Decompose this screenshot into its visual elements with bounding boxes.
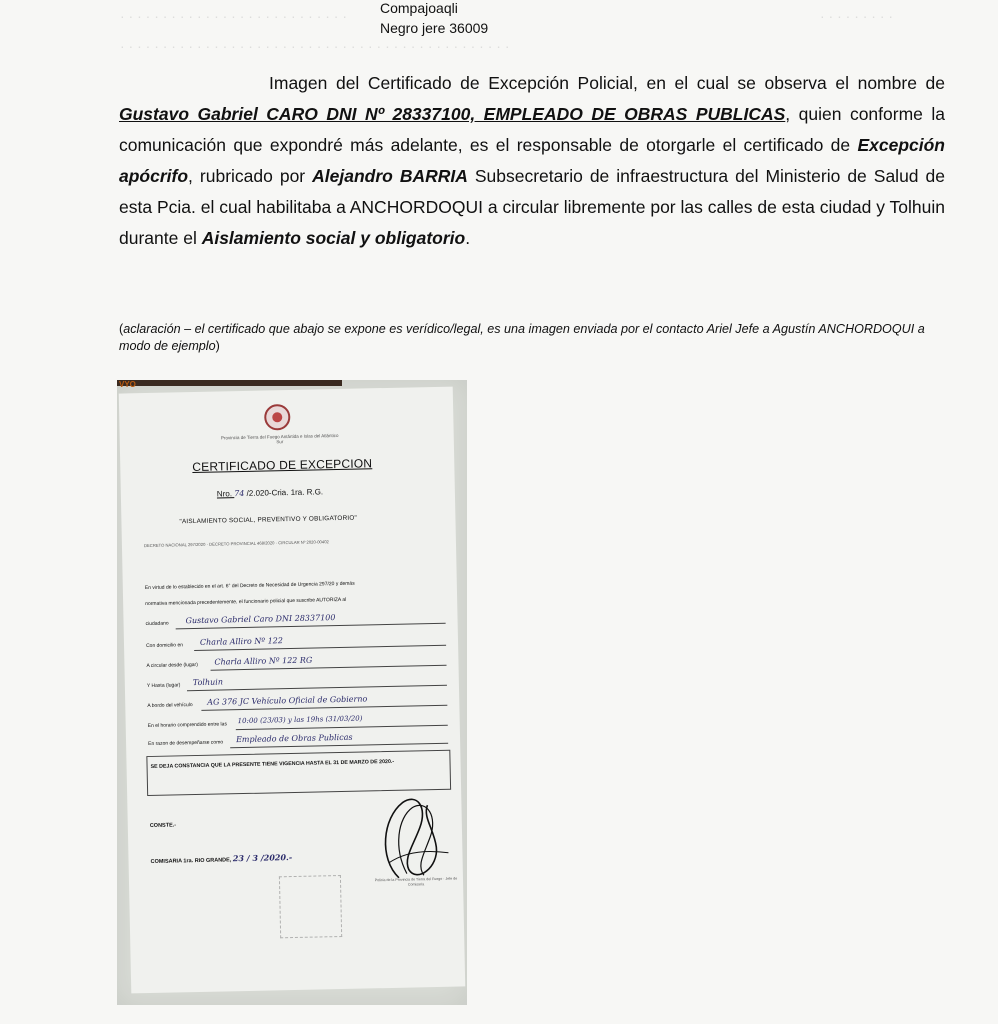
- field-label-ciudadano: ciudadano: [145, 620, 169, 628]
- certificate-paper: [119, 387, 465, 994]
- field-value-horario: 10:00 (23/03) y las 19hs (31/03/20): [237, 714, 363, 726]
- field-line: [187, 685, 447, 691]
- field-value-desde: Charla Alliro Nº 122 RG: [214, 655, 313, 667]
- scan-corner-mark: VYO: [119, 380, 136, 389]
- paragraph-text: , rubricado por: [188, 166, 313, 186]
- emphasis-aislamiento: Aislamiento social y obligatorio: [201, 228, 466, 248]
- emphasis-name: Gustavo Gabriel CARO DNI Nº 28337100, EMPLEADO DE OBRAS PUBLICAS: [119, 104, 786, 124]
- certificate-subtitle: "AISLAMIENTO SOCIAL, PREVENTIVO Y OBLIGATORIO": [179, 514, 358, 526]
- note-text: aclaración – el certificado que abajo se expone es verídico/legal, es una imagen enviada por el contacto Ariel Jefe a Agustín ANCHORDOQUI a modo de ejemplo: [119, 322, 925, 353]
- field-value-vehiculo: AG 376 JC Vehículo Oficial de Gobierno: [207, 694, 368, 707]
- field-label-vehiculo: A bordo del vehículo: [147, 702, 193, 710]
- note-paren-close: ): [215, 339, 220, 353]
- emphasis-barria: Alejandro BARRIA: [312, 166, 468, 186]
- paragraph-text: Imagen del Certificado de Excepción Policial, en el cual se observa el nombre: [269, 73, 917, 93]
- emphasis-excepcion: Excepción apócrifo: [119, 135, 945, 186]
- intro-line-2: normativa mencionada precedentemente, el funcionario policial que suscribe AUTORIZA al: [145, 596, 347, 608]
- bleed-through-text: · · · · · · · · · · · · · · · · · · · · · · · · · · · · · · · · · · · · · · · · · · · · · ·: [120, 38, 510, 54]
- field-label-desde: A circular desde (lugar): [146, 661, 198, 670]
- bleed-through-text: · · · · · · · · ·: [820, 8, 894, 24]
- nro-value: 74: [234, 488, 245, 499]
- clarification-note: [119, 321, 949, 355]
- field-value-ciudadano: Gustavo Gabriel Caro DNI 28337100: [185, 613, 336, 626]
- certificate-title: CERTIFICADO DE EXCEPCION: [192, 456, 373, 475]
- nro-rest: /2.020-Cria. 1ra. R.G.: [244, 487, 324, 498]
- paragraph-text: , quien conforme la comunicación que expondré más adelante, es el responsable de otorgarle el certificado de: [119, 104, 945, 155]
- nro-label: Nro.: [216, 489, 235, 499]
- province-seal-icon: [264, 404, 291, 431]
- field-label-domicilio: Con domicilio en: [145, 642, 184, 650]
- validity-text: SE DEJA CONSTANCIA QUE LA PRESENTE TIENE VIGENCIA HASTA EL 31 DE MARZO DE 2020.-: [150, 758, 395, 770]
- comisaria-label: COMISARIA 1ra. RIO GRANDE,: [150, 857, 232, 865]
- faded-stamp: [279, 875, 342, 938]
- paragraph-text: de: [925, 73, 945, 93]
- decree-references: DECRETO NACIONAL 297/2020 · DECRETO PROVINCIAL 468/2020 · CIRCULAR Nº 2020-00402: [143, 539, 329, 549]
- intro-line-1: En virtud de lo establecido en el art. 6° del Decreto de Necesidad de Urgencia 297/20 y demás: [144, 580, 355, 592]
- field-label-razon: En razon de desempeñarse como: [148, 739, 224, 748]
- certificate-number: [217, 487, 323, 498]
- signature-scribble-icon: [367, 787, 459, 889]
- header-line-1: Compajoaqli: [380, 0, 458, 16]
- signature-caption: Policía de la Provincia de Tierra del Fuego · Jefe de Comisaría: [374, 876, 458, 887]
- province-name: Provincia de Tierra del Fuego Antártida e Islas del Atlántico Sur: [220, 432, 339, 445]
- main-paragraph: [119, 68, 945, 254]
- comisaria-line: [150, 852, 292, 865]
- field-value-hasta: Tolhuin: [192, 677, 224, 688]
- field-label-horario: En el horario comprendido entre las: [147, 721, 227, 730]
- note-paren-open: (: [119, 322, 124, 336]
- scan-edge: [117, 380, 342, 386]
- conste-label: CONSTE.-: [149, 822, 177, 830]
- field-line: [236, 725, 448, 730]
- paragraph-text: Subsecretario de infraestructura del Ministerio de Salud de esta Pcia. el cual habilitaba a ANCHORDOQUI a circular libremente por las calles de esta ciudad y Tolhuin durante el: [119, 166, 945, 248]
- comisaria-date: 23 / 3 /2020.-: [232, 852, 293, 864]
- field-value-razon: Empleado de Obras Publicas: [235, 732, 353, 745]
- certificate-scan: [117, 380, 467, 1005]
- header-line-2: Negro jere 36009: [380, 20, 489, 36]
- bleed-through-text: · · · · · · · · · · · · · · · · · · · · · · · · · · ·: [120, 8, 348, 24]
- paragraph-text: .: [465, 228, 471, 248]
- field-label-hasta: Y Hasta (lugar): [146, 682, 181, 690]
- field-value-domicilio: Charla Alliro Nº 122: [199, 636, 284, 647]
